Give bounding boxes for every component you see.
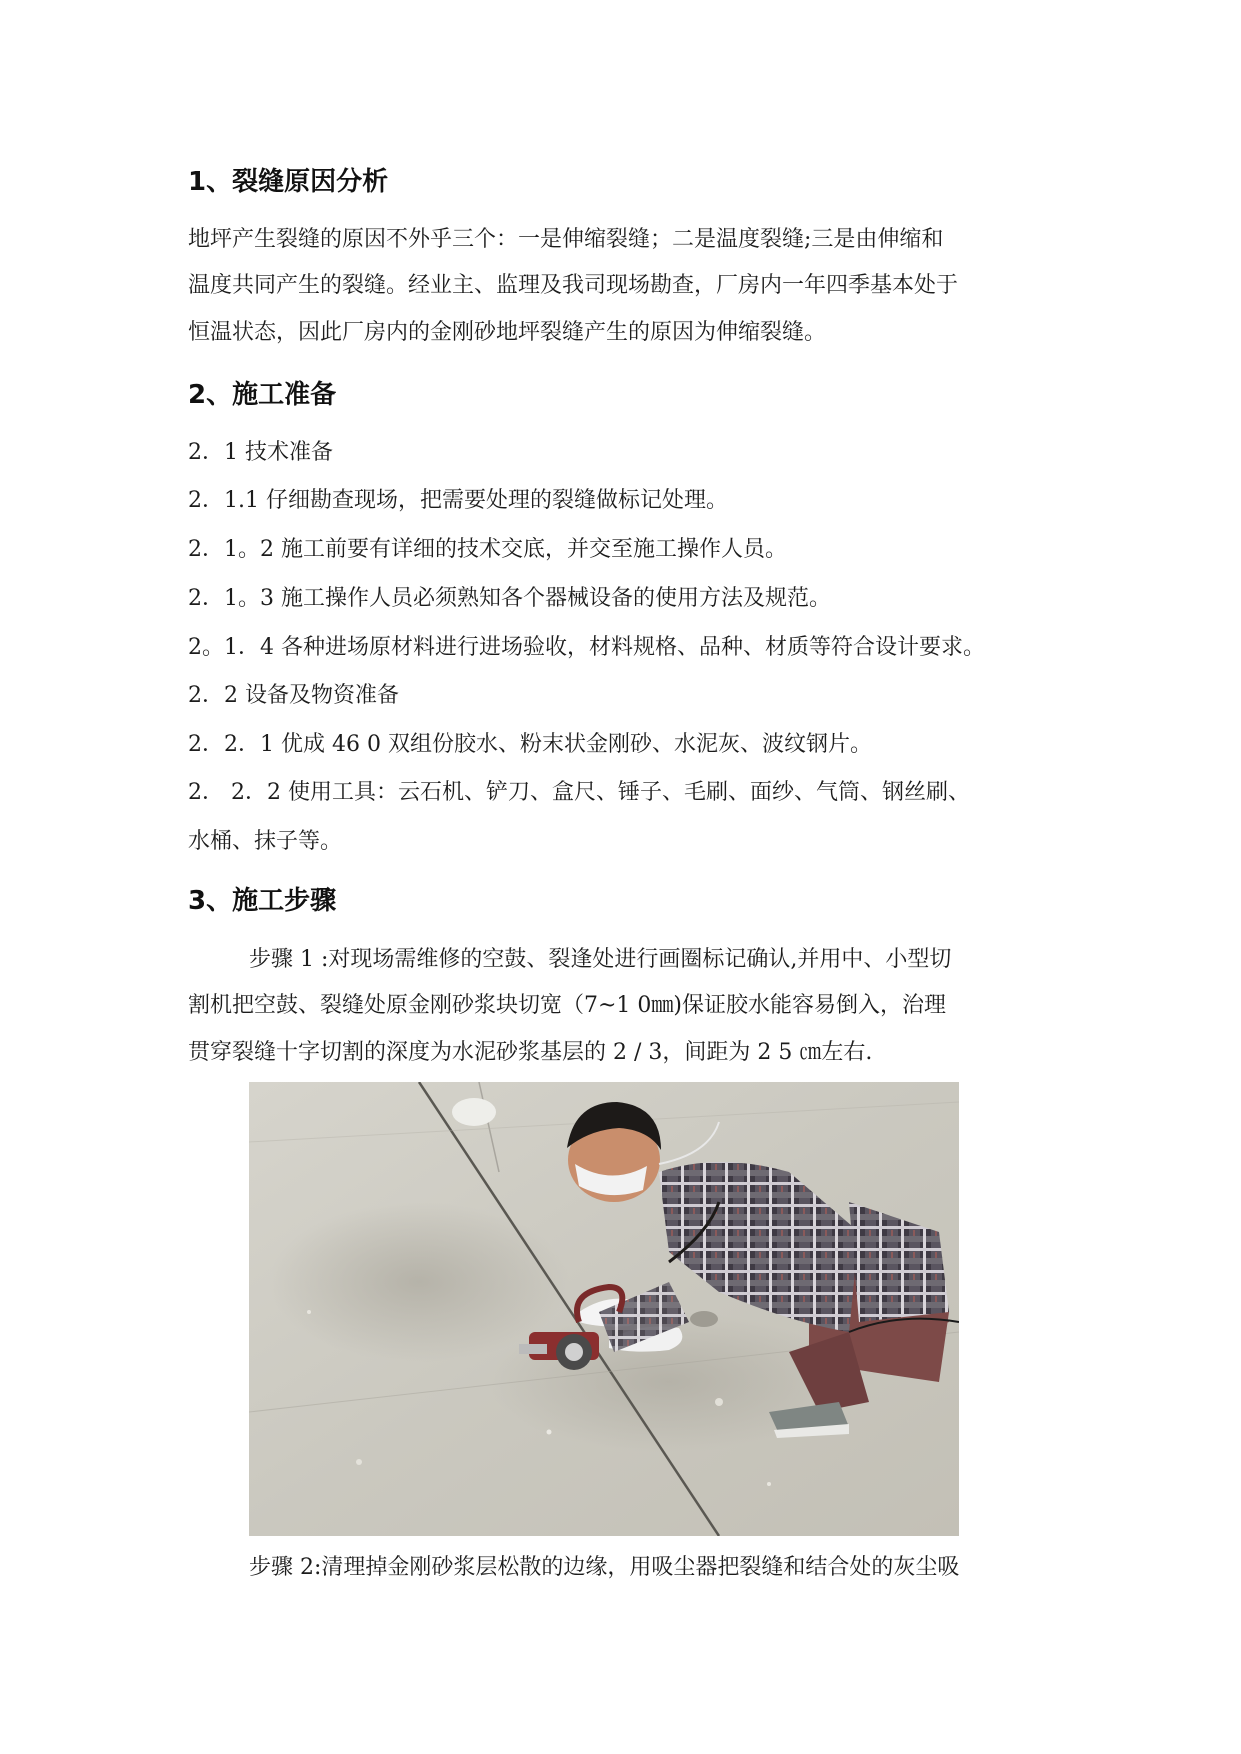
section-2-item-2-1-3: 2．1。3 施工操作人员必须熟知各个器械设备的使用方法及规范。 xyxy=(188,586,831,611)
section-2-heading: 2、施工准备 xyxy=(188,380,337,410)
step-1-line-1: 步骤 1 :对现场需维修的空鼓、裂逢处进行画圈标记确认,并用中、小型切 xyxy=(249,947,952,972)
step-1-line-3: 贯穿裂缝十字切割的深度为水泥砂浆基层的 2 / 3，间距为 2 5 ㎝左右. xyxy=(188,1040,873,1065)
step-1-line-2: 割机把空鼓、裂缝处原金刚砂浆块切宽（7~1 0㎜)保证胶水能容易倒入，治理 xyxy=(188,993,947,1018)
step-2-line-1: 步骤 2:清理掉金刚砂浆层松散的边缘，用吸尘器把裂缝和结合处的灰尘吸 xyxy=(249,1555,960,1580)
section-2-item-2-1-2: 2．1。2 施工前要有详细的技术交底，并交至施工操作人员。 xyxy=(188,537,787,562)
section-2-item-2-1-4: 2。1．4 各种进场原材料进行进场验收，材料规格、品种、材质等符合设计要求。 xyxy=(188,635,985,660)
section-3-heading: 3、施工步骤 xyxy=(188,886,337,916)
section-1-line-3: 恒温状态，因此厂房内的金刚砂地坪裂缝产生的原因为伸缩裂缝。 xyxy=(188,320,827,345)
section-1-line-1: 地坪产生裂缝的原因不外乎三个：一是伸缩裂缝；二是温度裂缝;三是由伸缩和 xyxy=(188,227,944,252)
section-2-item-2-2-1: 2．2．1 优成 46 0 双组份胶水、粉末状金刚砂、水泥灰、波纹钢片。 xyxy=(188,732,872,757)
section-1-heading: 1、裂缝原因分析 xyxy=(188,167,389,197)
section-2-item-2-2-2: 2． 2．2 使用工具：云石机、铲刀、盒尺、锤子、毛刷、面纱、气筒、钢丝刷、 xyxy=(188,780,970,805)
section-2-item-2-1-1: 2．1.1 仔细勘查现场，把需要处理的裂缝做标记处理。 xyxy=(188,488,728,513)
section-2-item-2-2-2-cont: 水桶、抹子等。 xyxy=(188,829,343,854)
section-2-item-2-1: 2．1 技术准备 xyxy=(188,440,333,465)
section-2-item-2-2: 2．2 设备及物资准备 xyxy=(188,683,399,708)
section-1-line-2: 温度共同产生的裂缝。经业主、监理及我司现场勘查，厂房内一年四季基本处于 xyxy=(188,273,959,298)
worker-cutting-crack-photo xyxy=(249,1082,959,1536)
